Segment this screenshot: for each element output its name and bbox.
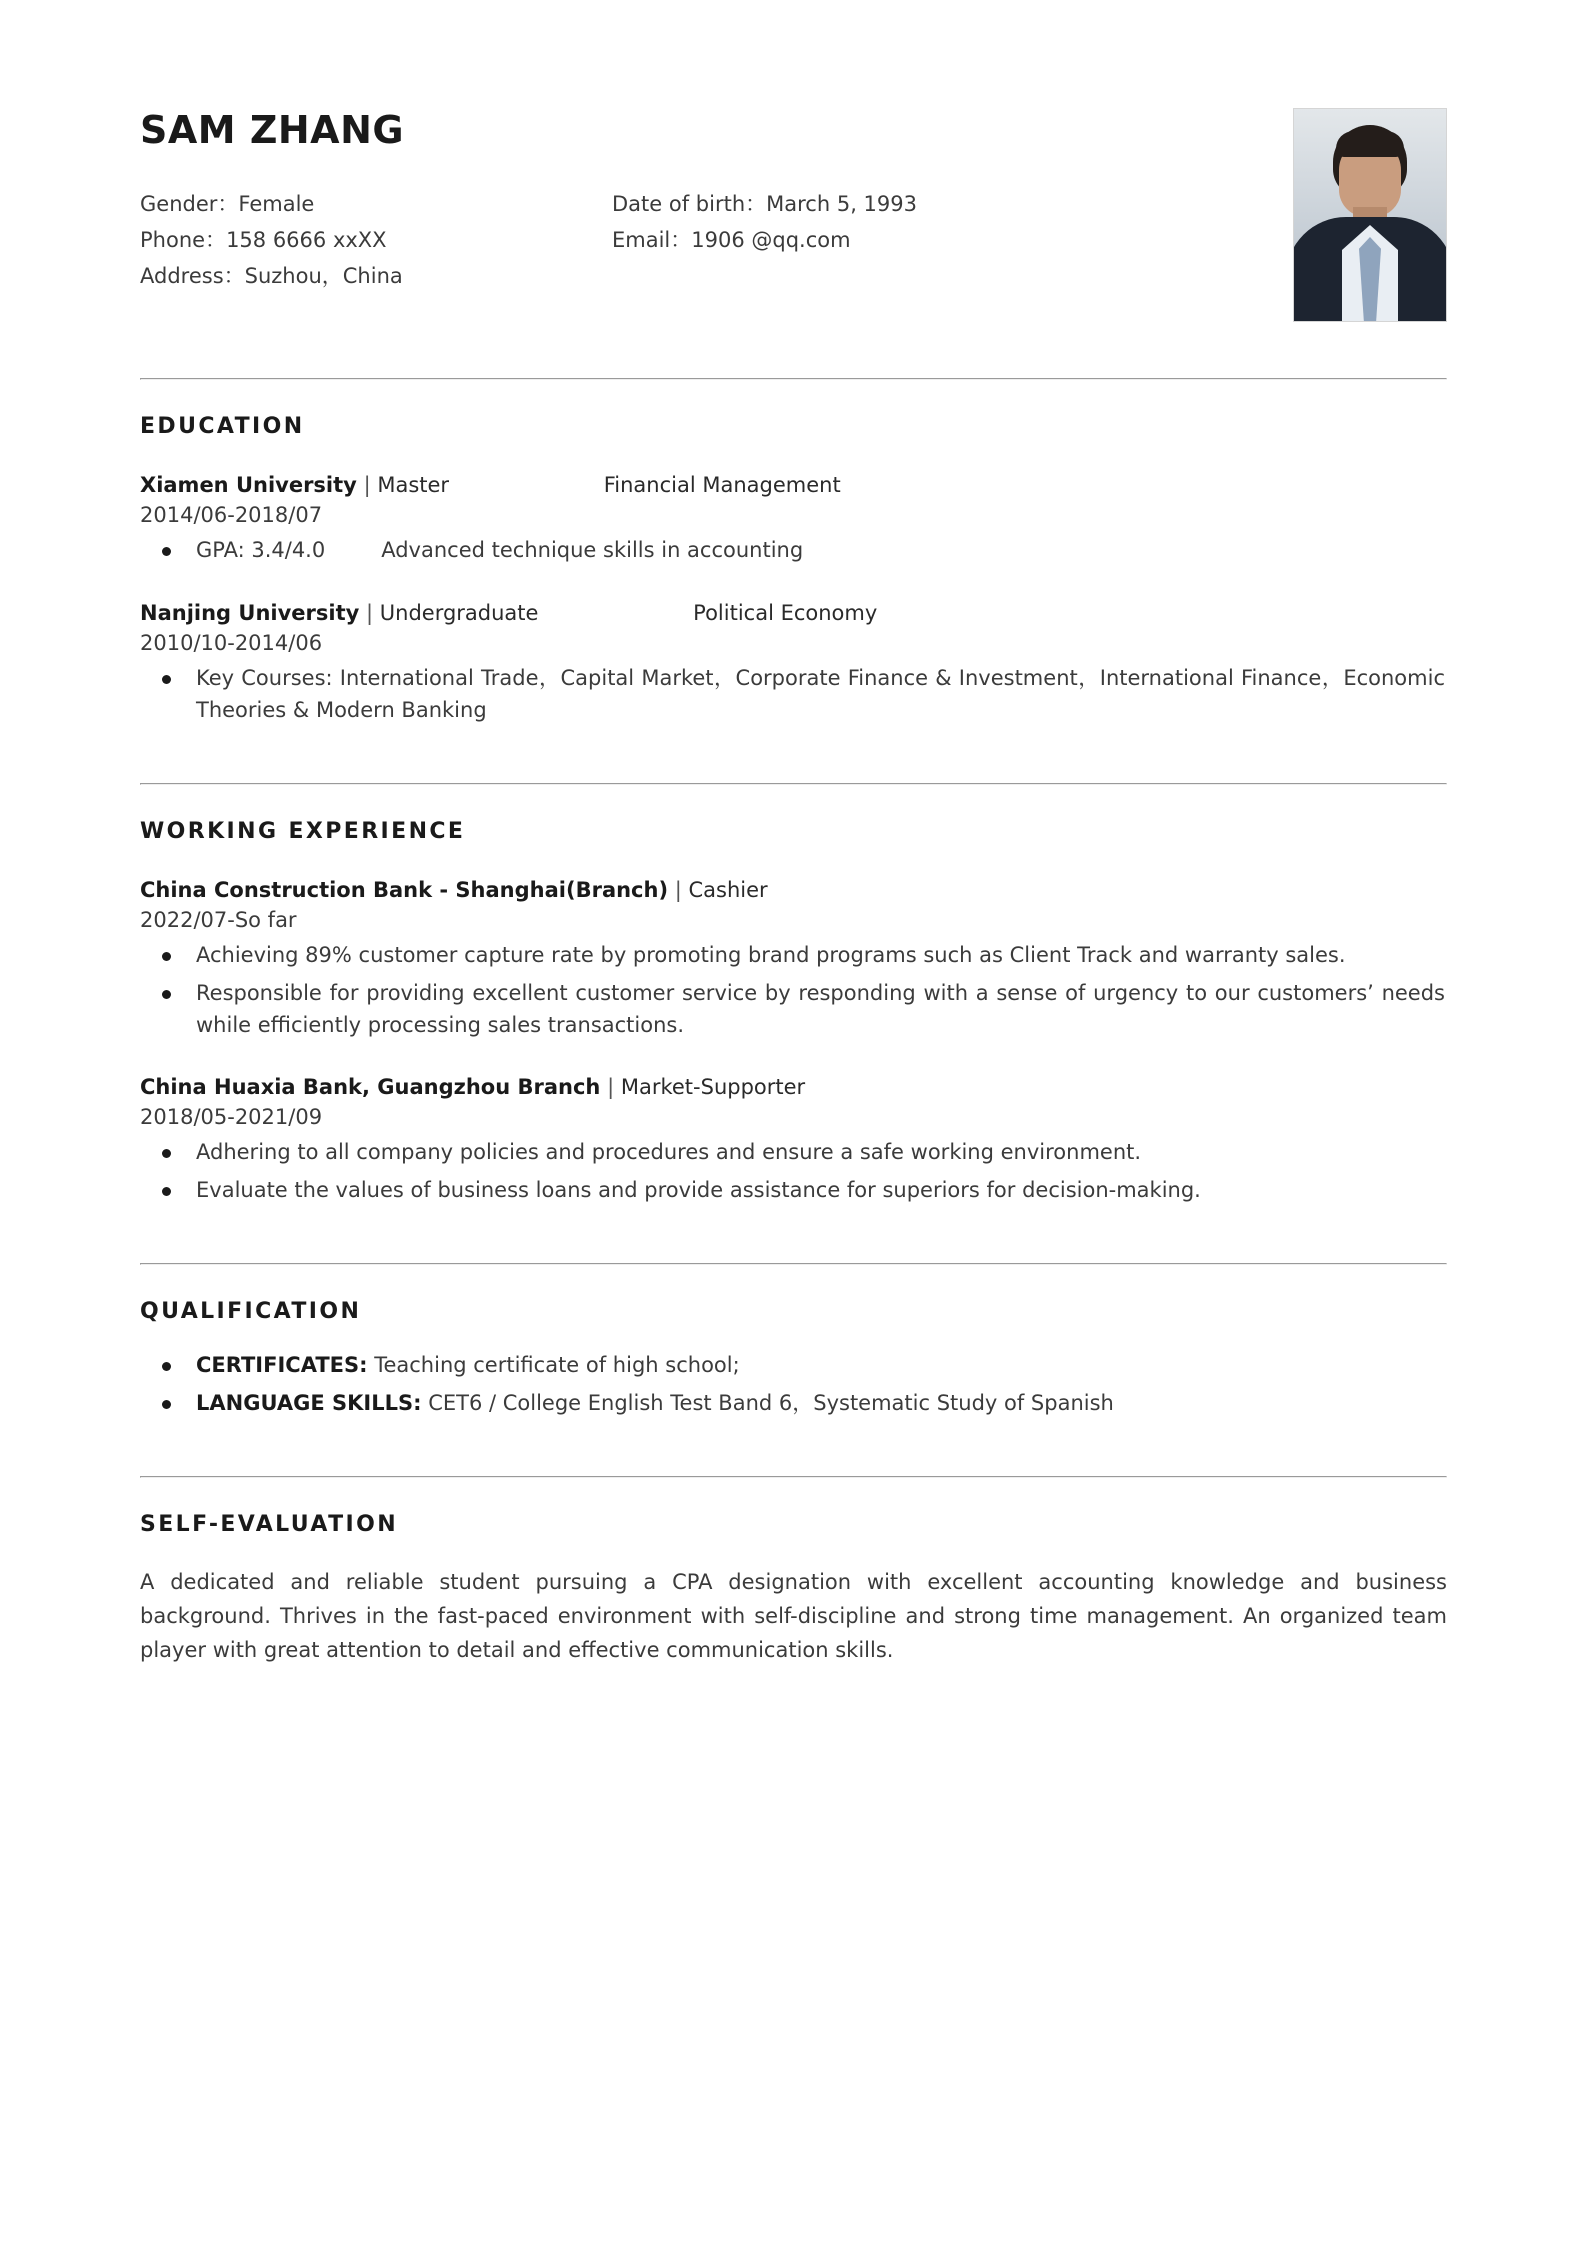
photo-fringe <box>1336 131 1404 157</box>
education-school: Xiamen University <box>140 473 357 497</box>
experience-entry <box>140 878 1447 1042</box>
list-item: Key Courses: International Trade，Capital Market，Corporate Finance & Investment，International Finance，Economic Theories & Modern Banking <box>140 663 1447 727</box>
experience-bullets <box>140 940 1447 1042</box>
qualification-language-label: LANGUAGE SKILLS: <box>196 1391 422 1416</box>
qualification-certificates-value: Teaching certificate of high school; <box>374 1353 740 1378</box>
phone-field <box>140 222 612 258</box>
avatar <box>1293 108 1447 322</box>
gender-field <box>140 186 612 222</box>
experience-entry-title <box>140 878 1447 902</box>
experience-company: China Construction Bank - Shanghai(Branch) <box>140 877 669 902</box>
education-major: Political Economy <box>693 600 878 625</box>
address-field <box>140 258 612 294</box>
education-gpa: GPA: 3.4/4.0 <box>196 538 326 562</box>
experience-dates: 2022/07-So far <box>140 907 297 932</box>
page-title: SAM ZHANG <box>140 108 405 152</box>
education-dates: 2014/06-2018/07 <box>140 503 323 527</box>
gender-label: Gender： <box>140 192 239 216</box>
education-bullets <box>140 535 1447 567</box>
contact-row-phone-email <box>140 222 1263 258</box>
phone-value: 158 6666 xxXX <box>226 228 387 253</box>
experience-entry-title <box>140 1075 1447 1099</box>
experience-separator: | <box>674 877 682 902</box>
list-item <box>140 535 1447 567</box>
section-title-qualification: QUALIFICATION <box>140 1299 362 1325</box>
contact-info <box>140 186 1263 294</box>
education-bullets <box>140 663 1447 727</box>
contact-row-address <box>140 258 1263 294</box>
divider-education <box>140 378 1447 380</box>
list-item: Achieving 89% customer capture rate by promoting brand programs such as Client Track and warranty sales. <box>140 940 1447 972</box>
resume-header <box>140 0 1447 322</box>
experience-separator: | <box>607 1075 615 1100</box>
education-entry <box>140 601 1447 727</box>
experience-bullets <box>140 1137 1447 1207</box>
experience-entry <box>140 1075 1447 1207</box>
education-entry <box>140 473 1447 567</box>
divider-self-evaluation <box>140 1476 1447 1478</box>
gender-value: Female <box>238 192 315 216</box>
list-item <box>140 1388 1447 1420</box>
section-title-self-evaluation: SELF-EVALUATION <box>140 1512 399 1538</box>
education-separator: | <box>366 600 374 625</box>
section-title-education: EDUCATION <box>140 414 305 439</box>
education-separator: | <box>363 473 371 497</box>
email-label: Email： <box>612 228 692 253</box>
dob-label: Date of birth： <box>612 192 767 216</box>
list-item <box>140 1350 1447 1382</box>
qualification-bullets <box>140 1350 1447 1420</box>
divider-working-experience <box>140 783 1447 785</box>
header-info <box>140 108 1293 294</box>
education-entry-title <box>140 473 1447 497</box>
email-field <box>612 222 851 258</box>
education-gpa-note: Advanced technique skills in accounting <box>381 538 804 562</box>
education-school: Nanjing University <box>140 600 360 625</box>
education-degree: Undergraduate <box>379 600 539 625</box>
email-value: 1906 @qq.com <box>691 228 851 253</box>
qualification-certificates-label: CERTIFICATES: <box>196 1353 368 1378</box>
list-item: Responsible for providing excellent customer service by responding with a sense of urgency to our customers’ needs while efficiently processing sales transactions. <box>140 978 1447 1042</box>
education-degree: Master <box>377 473 450 497</box>
qualification-language-value: CET6 / College English Test Band 6，Systematic Study of Spanish <box>428 1391 1114 1416</box>
self-evaluation-text: A dedicated and reliable student pursuing a CPA designation with excellent accounting knowledge and business background. Thrives in the fast-paced environment with self-discipline and strong time management. An organized team player with great attention to detail and effective communication skills. <box>140 1570 1447 1663</box>
divider-qualification <box>140 1263 1447 1265</box>
list-item: Evaluate the values of business loans and provide assistance for superiors for decision-making. <box>140 1175 1447 1207</box>
phone-label: Phone： <box>140 228 227 253</box>
experience-company: China Huaxia Bank, Guangzhou Branch <box>140 1075 601 1100</box>
address-label: Address： <box>140 264 245 289</box>
education-entry-title <box>140 601 1447 625</box>
education-dates: 2010/10-2014/06 <box>140 630 323 655</box>
dob-value: March 5, 1993 <box>766 192 917 216</box>
contact-row-gender-dob <box>140 186 1263 222</box>
list-item: Adhering to all company policies and procedures and ensure a safe working environment. <box>140 1137 1447 1169</box>
education-major: Financial Management <box>603 473 841 497</box>
experience-role: Market-Supporter <box>620 1075 806 1100</box>
experience-role: Cashier <box>688 877 768 902</box>
dob-field <box>612 186 917 222</box>
section-title-working-experience: WORKING EXPERIENCE <box>140 818 466 844</box>
experience-dates: 2018/05-2021/09 <box>140 1105 323 1130</box>
address-value: Suzhou，China <box>244 264 403 289</box>
